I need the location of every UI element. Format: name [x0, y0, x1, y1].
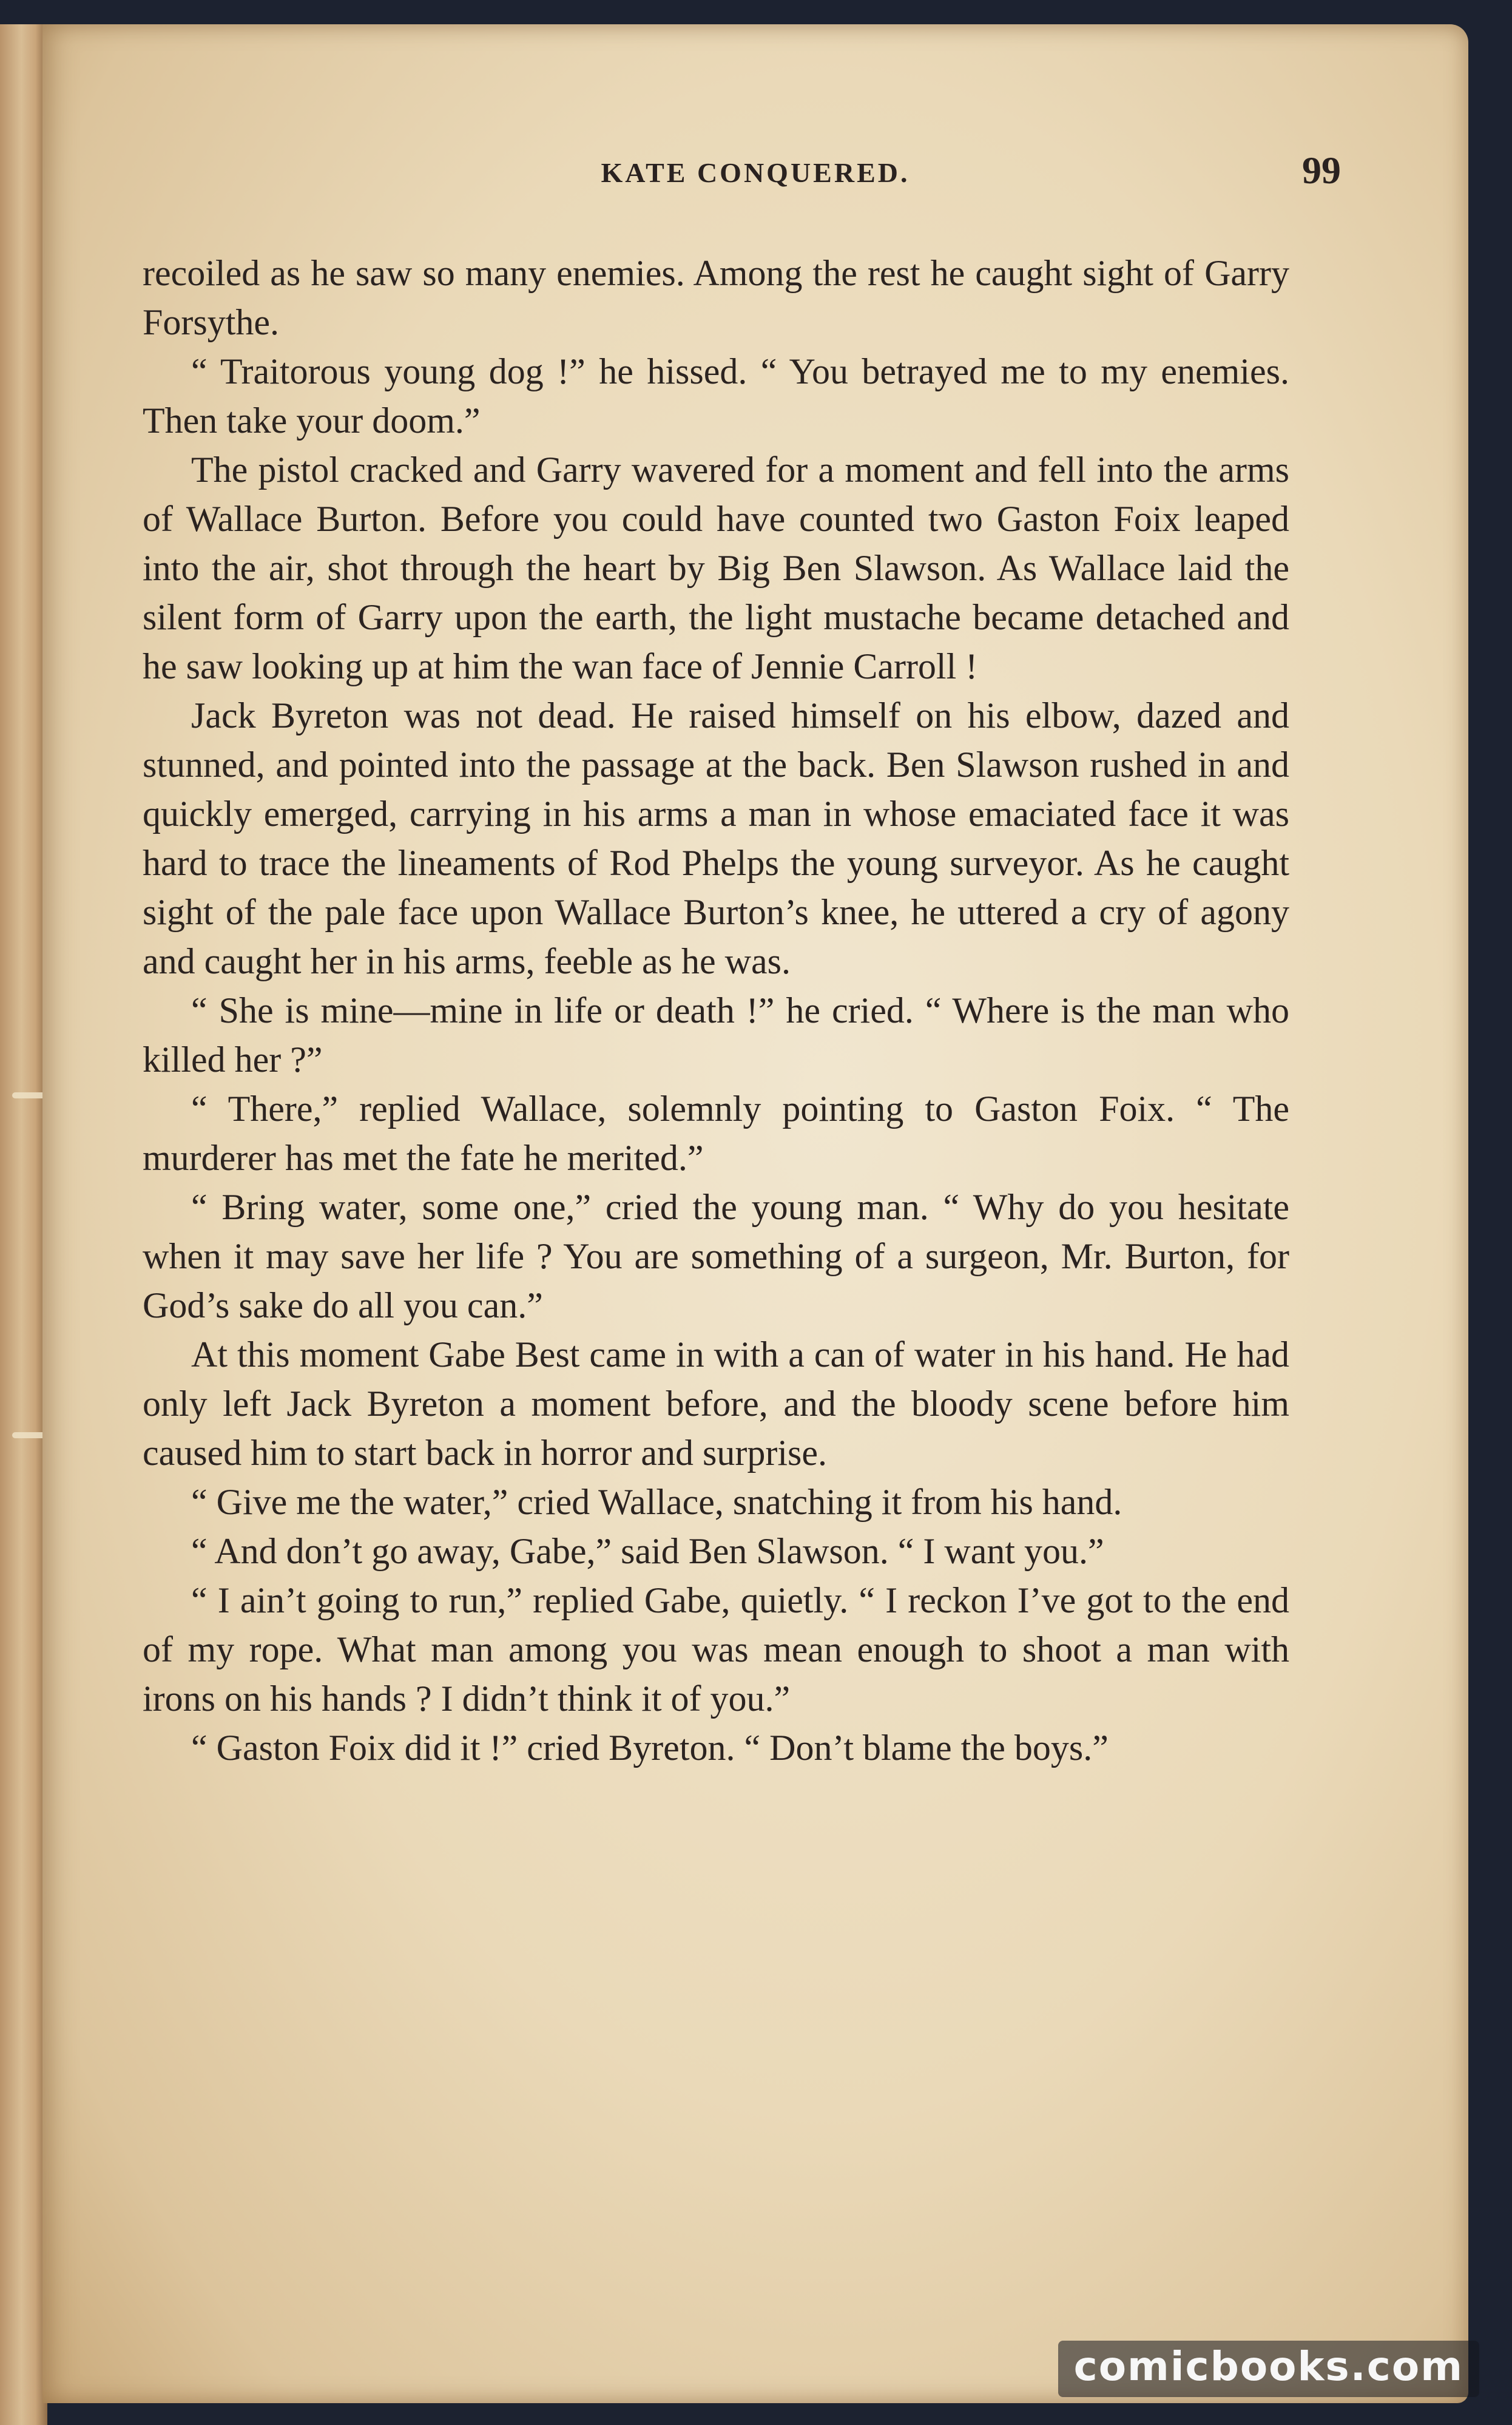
paragraph: “ And don’t go away, Gabe,” said Ben Slawson. “ I want you.” — [191, 1531, 1104, 1571]
page-header — [42, 140, 1468, 200]
page-number: 99 — [1302, 149, 1341, 192]
body-text — [143, 249, 1289, 2251]
book-page — [42, 24, 1468, 2403]
paragraph: “ There,” replied Wallace, solemnly pointing to Gaston Foix. “ The murderer has met the fate he merited.” — [143, 1089, 1289, 1178]
paragraph: “ Bring water, some one,” cried the young man. “ Why do you hesitate when it may save her life ? You are something of a surgeon, Mr. Burton, for God’s sake do all you can.” — [143, 1187, 1289, 1325]
paragraph: “ Give me the water,” cried Wallace, snatching it from his hand. — [191, 1482, 1122, 1522]
paragraph: The pistol cracked and Garry wavered for a moment and fell into the arms of Wallace Burton. Before you could have counted two Gaston Foix leaped into the air, shot through the heart by Big Ben Slawson. As Wallace laid the silent form of Garry upon the earth, the light mustache became detached and he saw looking up at him the wan face of Jennie Carroll ! — [143, 450, 1289, 686]
paragraph: “ Traitorous young dog !” he hissed. “ You betrayed me to my enemies. Then take your doom.” — [143, 351, 1289, 441]
paragraph: At this moment Gabe Best came in with a can of water in his hand. He had only left Jack Byreton a moment before, and the bloody scene before him caused him to start back in horror and surprise. — [143, 1334, 1289, 1473]
paragraph: “ She is mine—mine in life or death !” he cried. “ Where is the man who killed her ?” — [143, 990, 1289, 1080]
paragraph: Jack Byreton was not dead. He raised himself on his elbow, dazed and stunned, and pointed into the passage at the back. Ben Slawson rushed in and quickly emerged, carrying in his arms a man in whose emaciated face it was hard to trace the lineaments of Rod Phelps the young surveyor. As he caught sight of the pale face upon Wallace Burton’s knee, he uttered a cry of agony and caught her in his arms, feeble as he was. — [143, 695, 1289, 981]
paragraph: recoiled as he saw so many enemies. Among the rest he caught sight of Garry Forsythe. — [143, 253, 1289, 342]
paragraph: “ Gaston Foix did it !” cried Byreton. “ Don’t blame the boys.” — [191, 1728, 1109, 1768]
book-binding — [0, 24, 47, 2425]
running-head: KATE CONQUERED. — [601, 157, 910, 188]
watermark: comicbooks.com — [1058, 2341, 1479, 2397]
paragraph: “ I ain’t going to run,” replied Gabe, quietly. “ I reckon I’ve got to the end of my rope. What man among you was mean enough to shoot a man with irons on his hands ? I didn’t think it of you.” — [143, 1580, 1289, 1719]
